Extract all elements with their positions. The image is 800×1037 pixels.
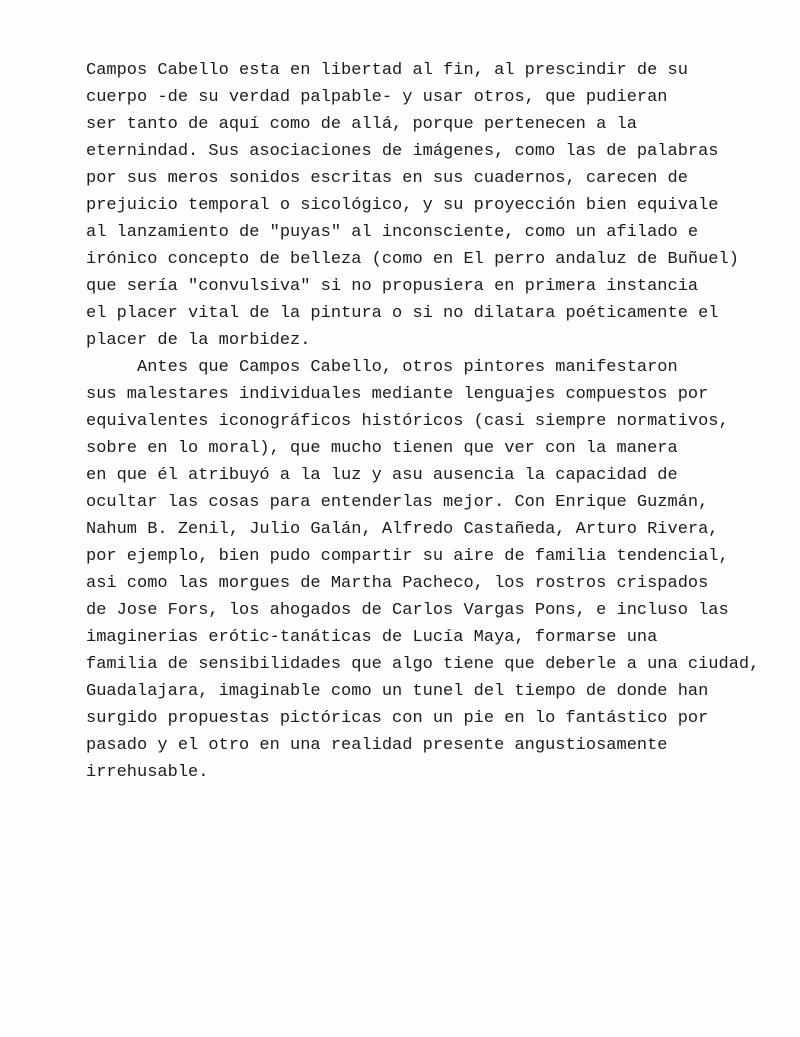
text-line: Antes que Campos Cabello, otros pintores manifestaron [86, 358, 678, 377]
text-line: por ejemplo, bien pudo compartir su aire de familia tendencial, [86, 547, 729, 566]
text-line: imaginerias erótic-tanáticas de Lucía Maya, formarse una [86, 628, 658, 647]
text-line: prejuicio temporal o sicológico, y su proyección bien equivale [86, 196, 719, 215]
text-line: Campos Cabello esta en libertad al fin, al prescindir de su [86, 61, 688, 80]
text-line: irónico concepto de belleza (como en El perro andaluz de Buñuel) [86, 250, 739, 269]
text-line: ser tanto de aquí como de allá, porque pertenecen a la [86, 115, 637, 134]
text-line: irrehusable. [86, 763, 209, 782]
text-line: pasado y el otro en una realidad presente angustiosamente [86, 736, 668, 755]
text-line: el placer vital de la pintura o si no dilatara poéticamente el [86, 304, 719, 323]
text-line: al lanzamiento de "puyas" al inconsciente, como un afilado e [86, 223, 699, 242]
text-line: Nahum B. Zenil, Julio Galán, Alfredo Castañeda, Arturo Rivera, [86, 520, 719, 539]
text-line: que sería "convulsiva" si no propusiera en primera instancia [86, 277, 699, 296]
text-line: por sus meros sonidos escritas en sus cuadernos, carecen de [86, 169, 688, 188]
text-line: eternindad. Sus asociaciones de imágenes, como las de palabras [86, 142, 719, 161]
body-text [86, 57, 800, 786]
text-line: sus malestares individuales mediante lenguajes compuestos por [86, 385, 709, 404]
text-line: surgido propuestas pictóricas con un pie en lo fantástico por [86, 709, 709, 728]
text-line: sobre en lo moral), que mucho tienen que ver con la manera [86, 439, 678, 458]
text-line: placer de la morbidez. [86, 331, 311, 350]
text-line: ocultar las cosas para entenderlas mejor. Con Enrique Guzmán, [86, 493, 709, 512]
text-line: asi como las morgues de Martha Pacheco, los rostros crispados [86, 574, 709, 593]
text-line: en que él atribuyó a la luz y asu ausencia la capacidad de [86, 466, 678, 485]
text-line: de Jose Fors, los ahogados de Carlos Vargas Pons, e incluso las [86, 601, 729, 620]
text-line: Guadalajara, imaginable como un tunel del tiempo de donde han [86, 682, 709, 701]
text-line: familia de sensibilidades que algo tiene que deberle a una ciudad, [86, 655, 760, 674]
text-line: cuerpo -de su verdad palpable- y usar otros, que pudieran [86, 88, 668, 107]
text-line: equivalentes iconográficos históricos (casi siempre normativos, [86, 412, 729, 431]
